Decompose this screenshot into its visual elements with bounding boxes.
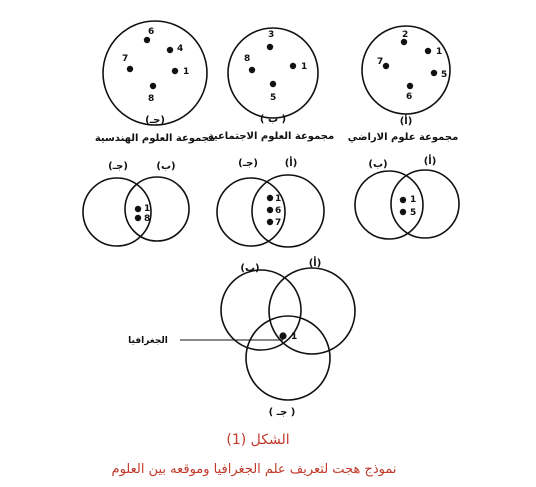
member-label: 2 xyxy=(402,30,409,40)
pair-venn-ac xyxy=(217,156,324,247)
center-dot xyxy=(279,332,286,339)
member-label: 7 xyxy=(275,218,282,228)
set-circle-c xyxy=(95,21,215,144)
set-label-b: ( ب ) xyxy=(259,114,287,125)
member-label: 3 xyxy=(268,30,275,40)
member-dot xyxy=(270,81,276,87)
member-dot xyxy=(267,219,273,225)
figure-subtitle: نموذج هجت لتعريف علم الجغرافيا وموقعه بين العلوم xyxy=(111,462,397,477)
member-dot xyxy=(425,48,431,54)
member-label: 5 xyxy=(410,208,417,218)
member-label: 7 xyxy=(377,57,384,67)
pair-label-left: (ب) xyxy=(368,159,388,170)
member-label: 5 xyxy=(270,93,277,103)
figure-title: الشكل (1) xyxy=(226,432,290,448)
member-dot xyxy=(267,44,273,50)
member-dot xyxy=(431,70,437,76)
pair-venn-bc xyxy=(83,161,189,246)
member-dot xyxy=(167,47,173,53)
set-label-a: (أ) xyxy=(399,116,413,127)
center-label: 1 xyxy=(291,332,298,342)
member-dot xyxy=(290,63,296,69)
pair-label-left: (جـ) xyxy=(238,158,258,169)
member-dot xyxy=(249,67,255,73)
member-dot xyxy=(383,63,389,69)
member-label: 1 xyxy=(183,67,190,77)
pair-venn-ab xyxy=(355,154,459,239)
member-dot xyxy=(400,209,406,215)
member-dot xyxy=(267,207,273,213)
triple-label-c: ( جـ ) xyxy=(268,407,296,418)
member-dot xyxy=(150,83,156,89)
member-label: 4 xyxy=(177,44,184,54)
member-label: 6 xyxy=(275,206,282,216)
set-title-b: مجموعة العلوم الاجتماعية xyxy=(207,131,335,142)
member-dot xyxy=(172,68,178,74)
member-dot xyxy=(267,195,273,201)
member-label: 8 xyxy=(148,94,155,104)
member-label: 1 xyxy=(301,62,308,72)
set-label-c: (جـ) xyxy=(145,115,165,126)
member-label: 6 xyxy=(148,27,155,37)
set-circle-a xyxy=(348,26,459,143)
member-label: 6 xyxy=(406,92,413,102)
triple-label-a: (أ) xyxy=(308,258,322,269)
member-dot xyxy=(144,37,150,43)
member-label: 5 xyxy=(441,70,448,80)
member-label: 7 xyxy=(122,54,129,64)
triple-venn xyxy=(128,256,355,418)
member-label: 8 xyxy=(244,54,251,64)
set-circle-b xyxy=(208,28,334,142)
pair-label-right: (أ) xyxy=(284,158,298,169)
member-dot xyxy=(127,66,133,72)
pair-label-right: (أ) xyxy=(423,156,437,167)
member-label: 1 xyxy=(144,204,151,214)
triple-label-b: (ب) xyxy=(240,263,260,274)
member-label: 1 xyxy=(436,47,443,57)
set-title-a: مجموعة علوم الاراضي xyxy=(347,132,459,143)
member-label: 1 xyxy=(275,194,282,204)
member-dot xyxy=(407,83,413,89)
pointer-label: الجغرافيا xyxy=(128,336,168,346)
member-dot xyxy=(135,215,141,221)
member-label: 8 xyxy=(144,214,151,224)
member-dot xyxy=(135,206,141,212)
pair-label-right: (ب) xyxy=(156,161,176,172)
pair-label-left: (جـ) xyxy=(108,161,128,172)
member-dot xyxy=(400,197,406,203)
set-title-c: مجموعة العلوم الهندسية xyxy=(94,133,216,144)
member-label: 1 xyxy=(410,195,417,205)
